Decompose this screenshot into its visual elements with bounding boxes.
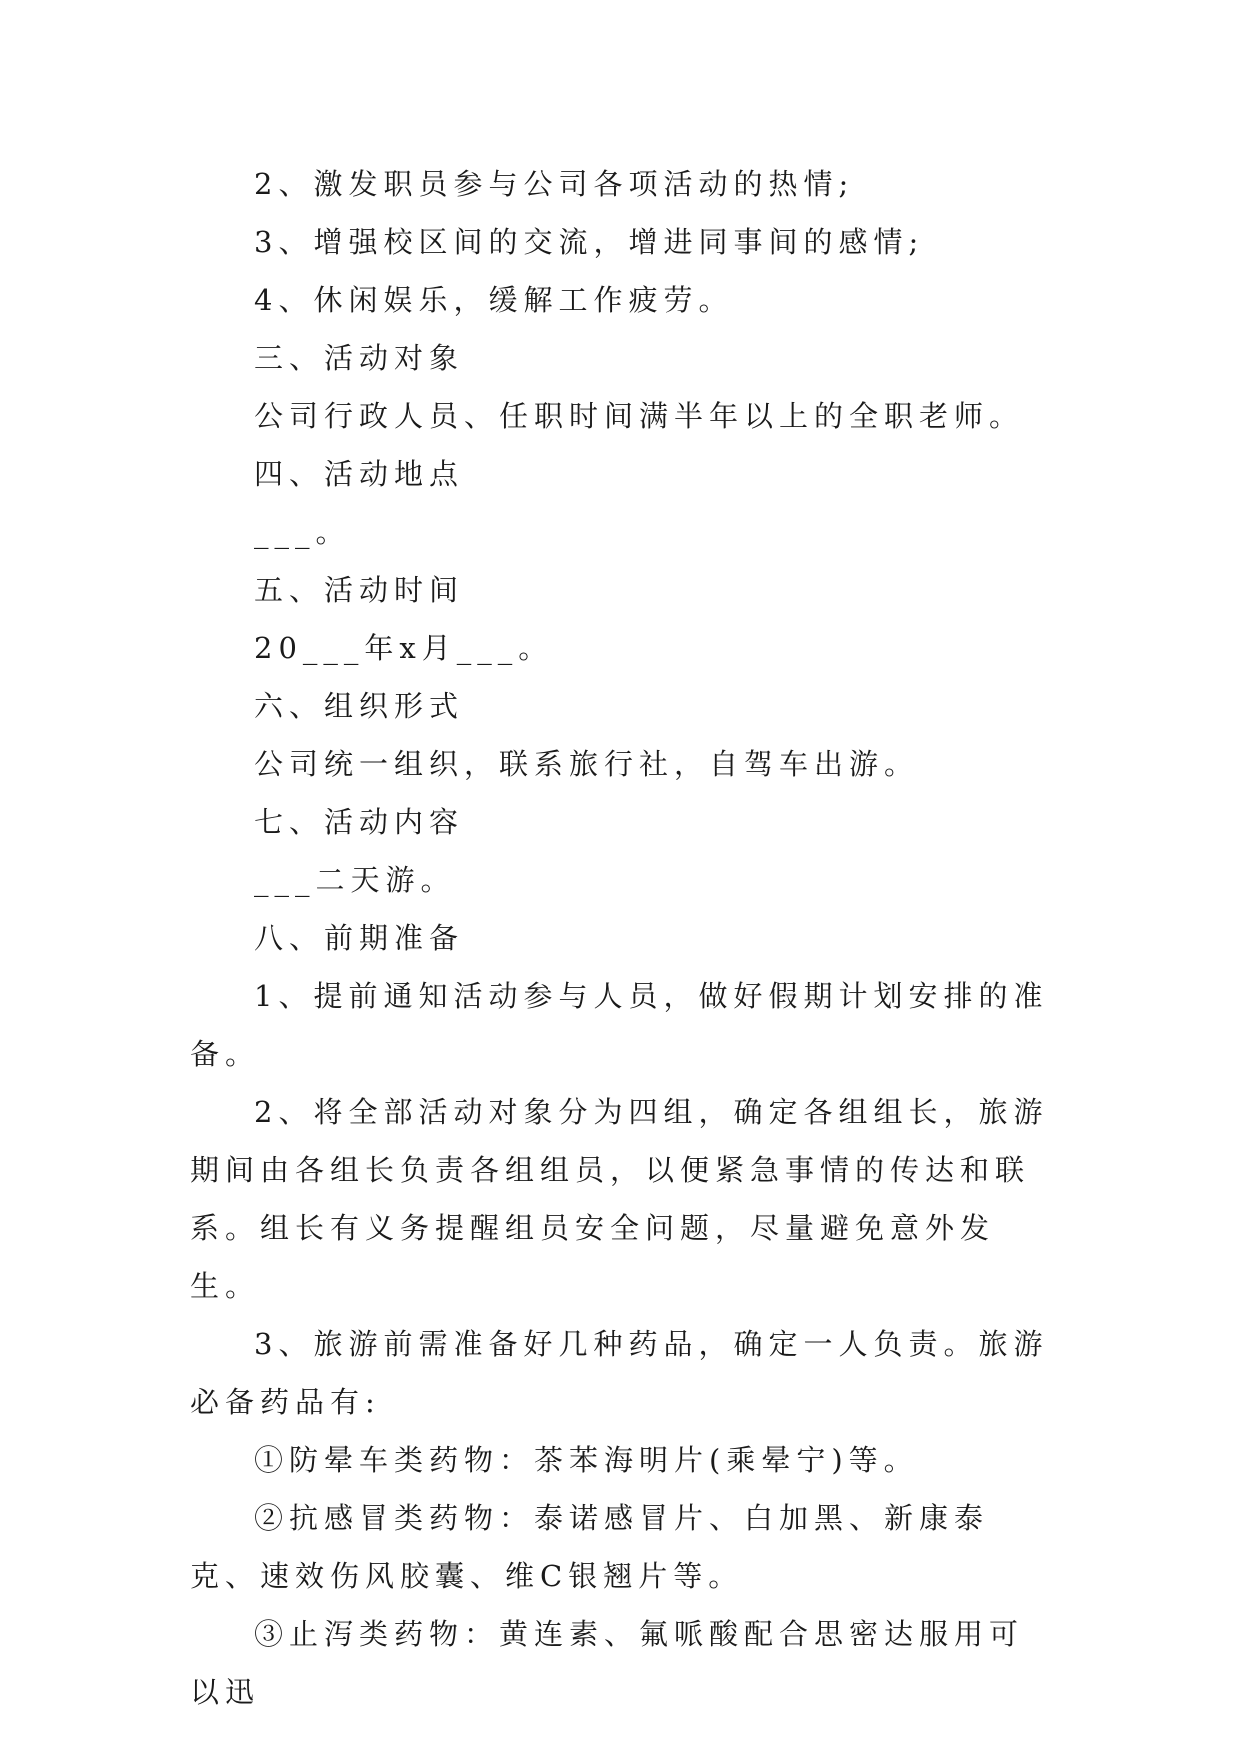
paragraph-organization-form: 公司统一组织，联系旅行社，自驾车出游。 xyxy=(254,747,920,781)
paragraph-preparation-1: 1、提前通知活动参与人员，做好假期计划安排的准备。 xyxy=(190,979,1049,1071)
document-body xyxy=(190,155,1058,1721)
paragraph-activity-time: 20___年x月___。 xyxy=(254,631,554,665)
heading-activity-target: 三、活动对象 xyxy=(254,341,465,375)
heading-activity-location: 四、活动地点 xyxy=(254,457,465,491)
paragraph-activity-content: ___二天游。 xyxy=(254,863,456,897)
heading-preparation: 八、前期准备 xyxy=(254,921,465,955)
paragraph-goal-2: 2、激发职员参与公司各项活动的热情; xyxy=(254,167,855,201)
paragraph-activity-location: ___。 xyxy=(254,515,351,549)
paragraph-medicine-1: ①防晕车类药物：茶苯海明片(乘晕宁)等。 xyxy=(254,1443,919,1477)
paragraph-preparation-2: 2、将全部活动对象分为四组，确定各组组长，旅游期间由各组长负责各组组员，以便紧急事情的传达和联系。组长有义务提醒组员安全问题，尽量避免意外发生。 xyxy=(190,1095,1049,1303)
paragraph-goal-3: 3、增强校区间的交流，增进同事间的感情; xyxy=(254,225,925,259)
heading-organization-form: 六、组织形式 xyxy=(254,689,465,723)
paragraph-activity-target: 公司行政人员、任职时间满半年以上的全职老师。 xyxy=(254,399,1025,433)
heading-activity-content: 七、活动内容 xyxy=(254,805,465,839)
paragraph-medicine-2: ②抗感冒类药物：泰诺感冒片、白加黑、新康泰克、速效伤风胶囊、维C银翘片等。 xyxy=(190,1501,990,1593)
paragraph-preparation-3: 3、旅游前需准备好几种药品，确定一人负责。旅游必备药品有: xyxy=(190,1327,1049,1419)
heading-activity-time: 五、活动时间 xyxy=(254,573,465,607)
paragraph-goal-4: 4、休闲娱乐，缓解工作疲劳。 xyxy=(254,283,734,317)
paragraph-medicine-3: ③止泻类药物：黄连素、氟哌酸配合思密达服用可以迅 xyxy=(190,1617,1025,1709)
